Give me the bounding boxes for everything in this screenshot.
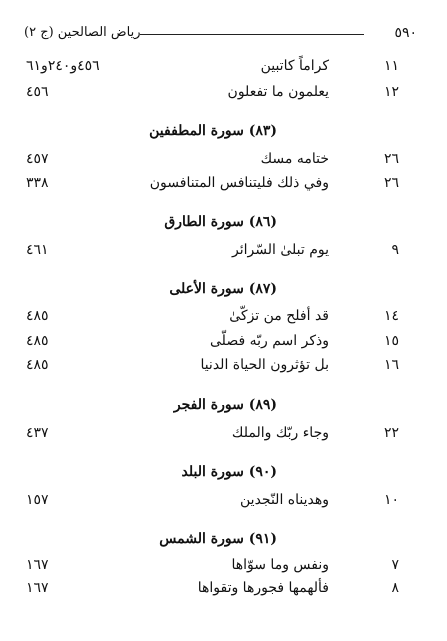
verse-text: وهديناه النّجدين bbox=[240, 492, 329, 508]
verse-text: وجاء ربّك والملك bbox=[231, 425, 329, 441]
verse-number: ٩ bbox=[391, 242, 399, 258]
verse-text: فألهمها فجورها وتقواها bbox=[197, 580, 329, 596]
verse-number: ٧ bbox=[391, 557, 399, 573]
surah-heading: (٨٧) سورة الأعلى bbox=[169, 281, 277, 297]
verse-number: ٢٦ bbox=[383, 151, 399, 167]
page-reference: ١٦٧ bbox=[26, 557, 49, 573]
surah-heading: (٨٩) سورة الفجر bbox=[173, 397, 277, 413]
page-reference: ٤٨٥ bbox=[26, 357, 49, 373]
verse-number: ١٢ bbox=[383, 84, 399, 100]
verse-text: وذكر اسم ربّه فصلّى bbox=[210, 333, 329, 349]
page-reference: ٤٨٥ bbox=[26, 333, 49, 349]
surah-heading: (٨٣) سورة المطففين bbox=[149, 123, 277, 139]
verse-number: ٢٢ bbox=[383, 425, 399, 441]
verse-text: كراماً كاتبين bbox=[260, 58, 329, 74]
page-reference: ٤٥٦و٢٤٠و٦١ bbox=[26, 58, 100, 74]
surah-heading: (٩٠) سورة البلد bbox=[181, 464, 277, 480]
verse-text: بل تؤثرون الحياة الدنيا bbox=[200, 357, 329, 373]
header-rule bbox=[140, 34, 364, 35]
verse-number: ١٤ bbox=[383, 308, 399, 324]
verse-number: ١٦ bbox=[383, 357, 399, 373]
verse-text: وفي ذلك فليتنافس المتنافسون bbox=[149, 175, 329, 191]
page-reference: ٤٣٧ bbox=[26, 425, 49, 441]
page-reference: ١٦٧ bbox=[26, 580, 49, 596]
page-reference: ٤٥٧ bbox=[26, 151, 49, 167]
verse-number: ٢٦ bbox=[383, 175, 399, 191]
verse-number: ١٠ bbox=[383, 492, 399, 508]
surah-heading: (٩١) سورة الشمس bbox=[159, 531, 277, 547]
page-reference: ٤٥٦ bbox=[26, 84, 49, 100]
verse-text: يوم تبلىٰ السّرائر bbox=[231, 242, 329, 258]
verse-text: قد أفلح من تزكّىٰ bbox=[229, 308, 329, 324]
page-number: ٥٩٠ bbox=[394, 25, 417, 41]
page-reference: ٤٦١ bbox=[26, 242, 49, 258]
verse-text: يعلمون ما تفعلون bbox=[227, 84, 329, 100]
verse-text: ختامه مسك bbox=[260, 151, 329, 167]
page-reference: ٤٨٥ bbox=[26, 308, 49, 324]
verse-number: ١١ bbox=[383, 58, 399, 74]
surah-heading: (٨٦) سورة الطارق bbox=[164, 214, 277, 230]
book-title: رياض الصالحين (ج ٢) bbox=[24, 25, 141, 40]
verse-number: ٨ bbox=[391, 580, 399, 596]
page-reference: ٣٣٨ bbox=[26, 175, 49, 191]
verse-number: ١٥ bbox=[383, 333, 399, 349]
page-reference: ١٥٧ bbox=[26, 492, 49, 508]
verse-text: ونفس وما سوّاها bbox=[231, 557, 329, 573]
